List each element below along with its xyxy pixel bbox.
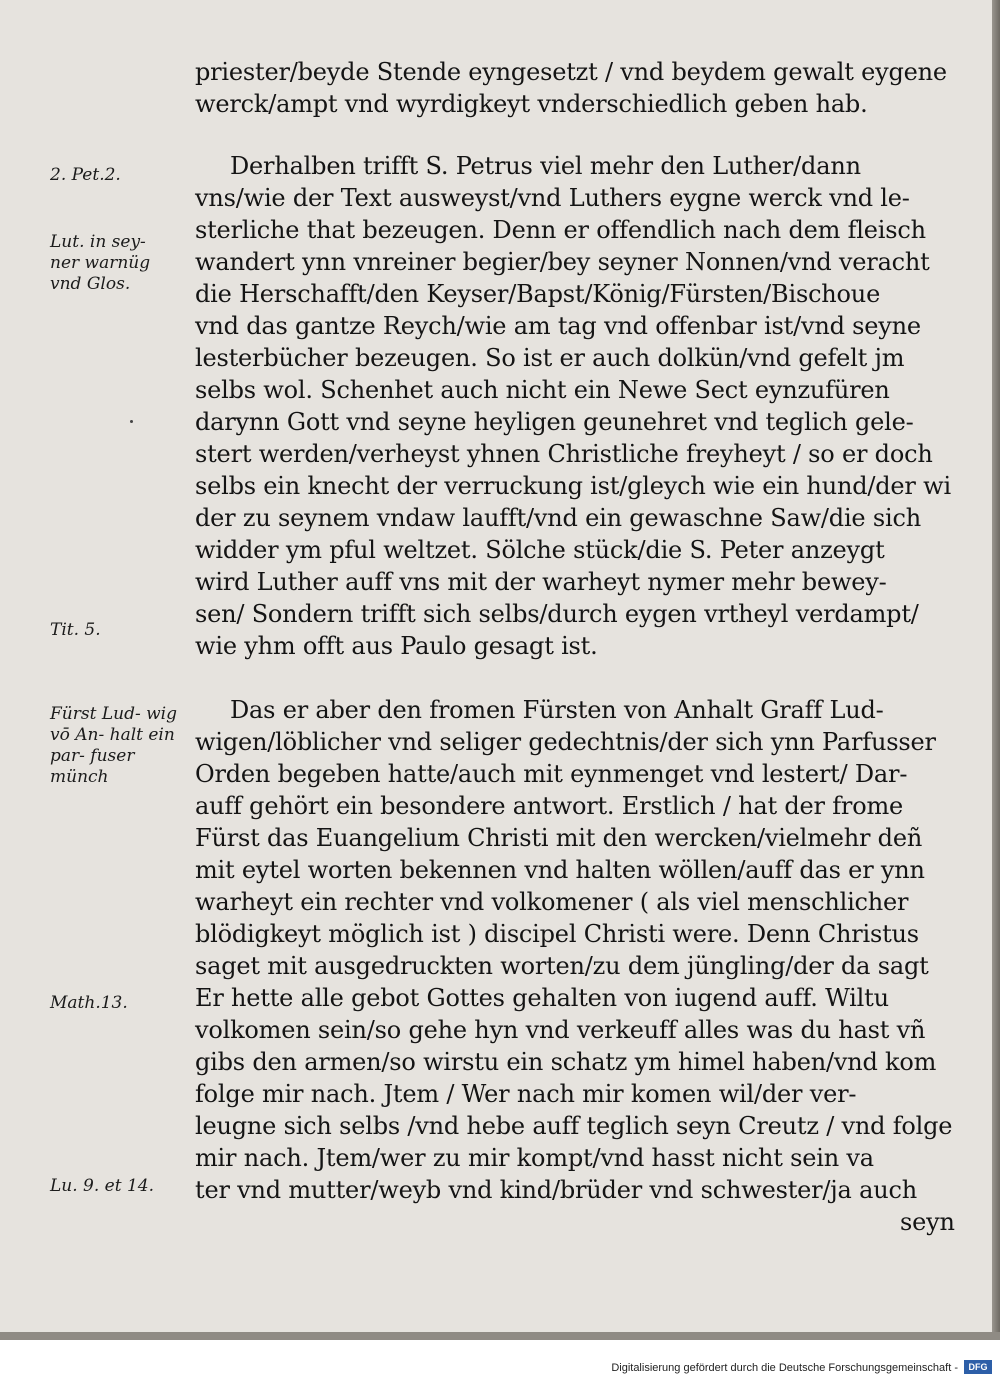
text-line: folge mir nach. Jtem / Wer nach mir komen wil/der ver-: [195, 1080, 857, 1108]
text-line: priester/beyde Stende eyngesetzt / vnd beydem gewalt eygene: [195, 58, 947, 86]
text-line: stert werden/verheyst yhnen Christliche freyheyt / so er doch: [195, 440, 933, 468]
text-line: sterliche that bezeugen. Denn er offendlich nach dem fleisch: [195, 216, 926, 244]
funding-notice: Digitalisierung gefördert durch die Deutsche Forschungsgemeinschaft -: [611, 1362, 958, 1374]
text-line: werck/ampt vnd wyrdigkeyt vnderschiedlich geben hab.: [195, 90, 868, 118]
page-edge-right: [992, 0, 1000, 1340]
text-line: warheyt ein rechter vnd volkomener ( als viel menschlicher: [195, 888, 909, 916]
text-line: ter vnd mutter/weyb vnd kind/brüder vnd schwester/ja auch: [195, 1176, 917, 1204]
text-line: lesterbücher bezeugen. So ist er auch dolkün/vnd gefelt jm: [195, 344, 905, 372]
margin-note-4: Fürst Lud- wig vō An- halt ein par- fuser münch: [50, 704, 177, 787]
text-line: saget mit ausgedruckten worten/zu dem jüngling/der da sagt: [195, 952, 929, 980]
text-line: die Herschafft/den Keyser/Bapst/König/Fürsten/Bischoue: [195, 280, 881, 308]
text-line: Orden begeben hatte/auch mit eynmenget vnd lestert/ Dar-: [195, 760, 908, 788]
text-line: wandert ynn vnreiner begier/bey seyner Nonnen/vnd veracht: [195, 248, 930, 276]
text-line: Derhalben trifft S. Petrus viel mehr den Luther/dann: [230, 152, 861, 180]
text-line: sen/ Sondern trifft sich selbs/durch eygen vrtheyl verdampt/: [195, 600, 919, 628]
text-line: leugne sich selbs /vnd hebe auff teglich seyn Creutz / vnd folge: [195, 1112, 953, 1140]
text-line: selbs ein knecht der verruckung ist/gleych wie ein hund/der wi: [195, 472, 951, 500]
margin-note-2: Lut. in sey- ner warnüg vnd Glos.: [50, 232, 151, 294]
text-line: auff gehört ein besondere antwort. Erstlich / hat der frome: [195, 792, 904, 820]
margin-note-3: Tit. 5.: [50, 620, 101, 640]
dfg-logo: DFG: [964, 1360, 992, 1374]
text-line: mir nach. Jtem/wer zu mir kompt/vnd hasst nicht sein va: [195, 1144, 874, 1172]
text-line: volkomen sein/so gehe hyn vnd verkeuff alles was du hast vñ: [195, 1016, 926, 1044]
text-line: Er hette alle gebot Gottes gehalten von iugend auff. Wiltu: [195, 984, 889, 1012]
text-line: mit eytel worten bekennen vnd halten wöllen/auff das er ynn: [195, 856, 925, 884]
margin-note-1: 2. Pet.2.: [50, 165, 121, 185]
text-line: vns/wie der Text ausweyst/vnd Luthers eygne werck vnd le-: [195, 184, 910, 212]
text-line: der zu seynem vndaw laufft/vnd ein gewaschne Saw/die sich: [195, 504, 921, 532]
text-line: gibs den armen/so wirstu ein schatz ym himel haben/vnd kom: [195, 1048, 937, 1076]
text-line: Das er aber den fromen Fürsten von Anhalt Graff Lud-: [230, 696, 884, 724]
text-line: wird Luther auff vns mit der warheyt nymer mehr bewey-: [195, 568, 887, 596]
ink-speck: [130, 420, 133, 423]
page-edge-bottom: [0, 1332, 1000, 1340]
text-line: blödigkeyt möglich ist ) discipel Christi were. Denn Christus: [195, 920, 919, 948]
text-line: selbs wol. Schenhet auch nicht ein Newe Sect eynzufüren: [195, 376, 890, 404]
catchword: seyn: [900, 1208, 955, 1236]
text-line: wie yhm offt aus Paulo gesagt ist.: [195, 632, 598, 660]
footer-bar: [0, 1340, 1000, 1379]
text-line: widder ym pful weltzet. Sölche stück/die S. Peter anzeygt: [195, 536, 885, 564]
margin-note-5: Math.13.: [50, 993, 128, 1013]
margin-note-6: Lu. 9. et 14.: [50, 1176, 155, 1196]
text-line: vnd das gantze Reych/wie am tag vnd offenbar ist/vnd seyne: [195, 312, 921, 340]
text-line: Fürst das Euangelium Christi mit den wercken/vielmehr deñ: [195, 824, 923, 852]
text-line: wigen/löblicher vnd seliger gedechtnis/der sich ynn Parfusser: [195, 728, 936, 756]
text-line: darynn Gott vnd seyne heyligen geunehret vnd teglich gele-: [195, 408, 914, 436]
